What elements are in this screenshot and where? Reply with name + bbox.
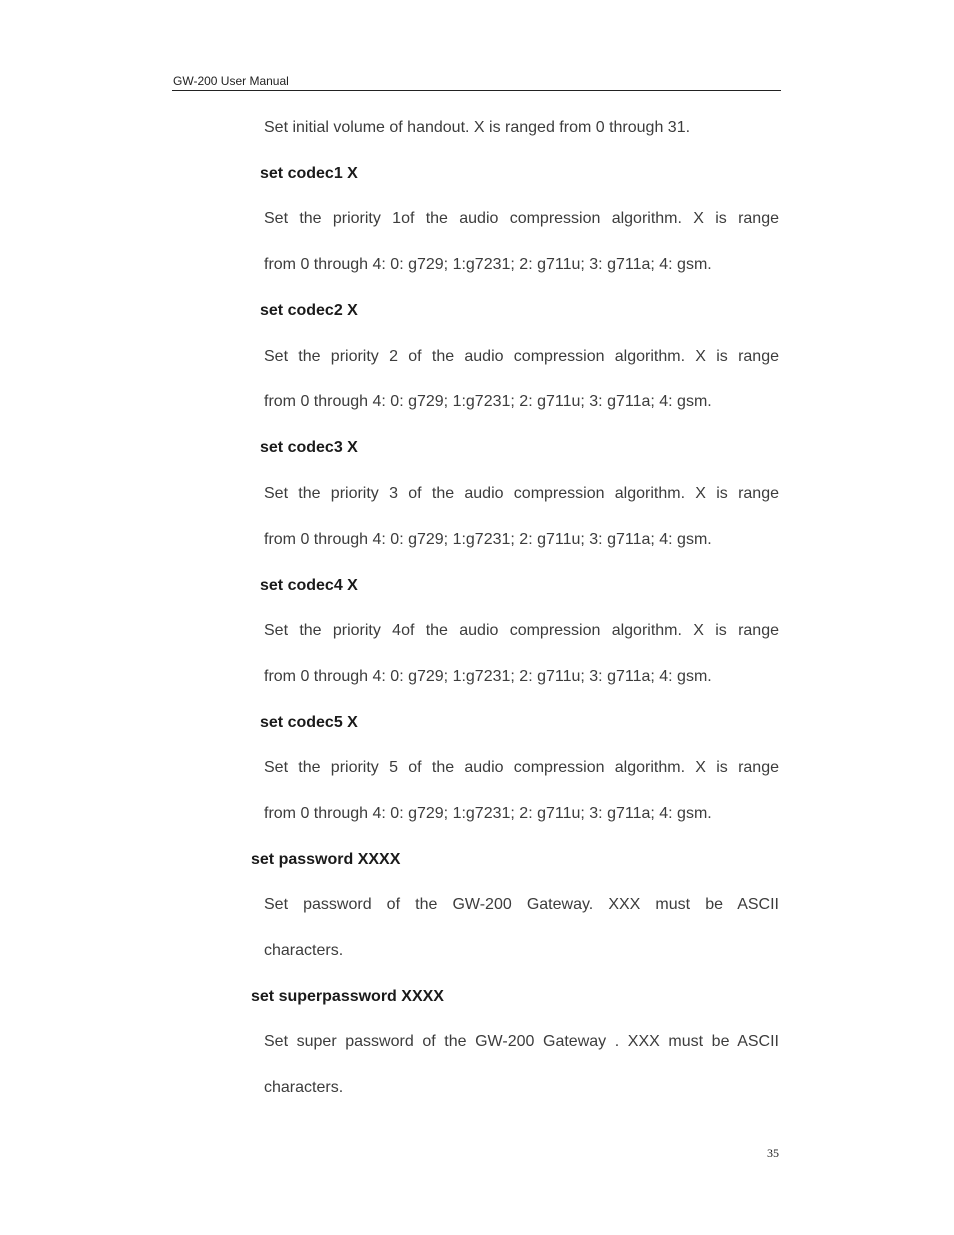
codec4-description-line2: from 0 through 4: 0: g729; 1:g7231; 2: g711u; 3: g711a; 4: gsm. — [264, 668, 712, 685]
codec2-description-line1: Set the priority 2 of the audio compression algorithm. X is range — [264, 348, 779, 365]
password-description-line2: characters. — [264, 942, 344, 959]
superpassword-description-line2: characters. — [264, 1079, 344, 1096]
password-command-heading: set password XXXX — [251, 851, 401, 868]
codec3-description-line1: Set the priority 3 of the audio compression algorithm. X is range — [264, 485, 779, 502]
codec3-description-line2: from 0 through 4: 0: g729; 1:g7231; 2: g711u; 3: g711a; 4: gsm. — [264, 531, 712, 548]
codec1-description-line2: from 0 through 4: 0: g729; 1:g7231; 2: g711u; 3: g711a; 4: gsm. — [264, 256, 712, 273]
codec1-command-heading: set codec1 X — [260, 165, 358, 182]
superpassword-description-line1: Set super password of the GW-200 Gateway . XXX must be ASCII — [264, 1033, 779, 1050]
codec2-description-line2: from 0 through 4: 0: g729; 1:g7231; 2: g711u; 3: g711a; 4: gsm. — [264, 393, 712, 410]
codec5-description-line1: Set the priority 5 of the audio compression algorithm. X is range — [264, 759, 779, 776]
handout-volume-description: Set initial volume of handout. X is ranged from 0 through 31. — [264, 119, 691, 136]
password-description-line1: Set password of the GW-200 Gateway. XXX must be ASCII — [264, 896, 779, 913]
codec3-command-heading: set codec3 X — [260, 439, 358, 456]
superpassword-command-heading: set superpassword XXXX — [251, 988, 444, 1005]
document-title: GW-200 User Manual — [173, 74, 289, 88]
codec5-description-line2: from 0 through 4: 0: g729; 1:g7231; 2: g711u; 3: g711a; 4: gsm. — [264, 805, 712, 822]
codec4-command-heading: set codec4 X — [260, 577, 358, 594]
codec2-command-heading: set codec2 X — [260, 302, 358, 319]
codec5-command-heading: set codec5 X — [260, 714, 358, 731]
page-number: 35 — [767, 1146, 779, 1160]
page-header — [172, 72, 781, 91]
codec1-description-line1: Set the priority 1of the audio compression algorithm. X is range — [264, 210, 779, 227]
codec4-description-line1: Set the priority 4of the audio compression algorithm. X is range — [264, 622, 779, 639]
